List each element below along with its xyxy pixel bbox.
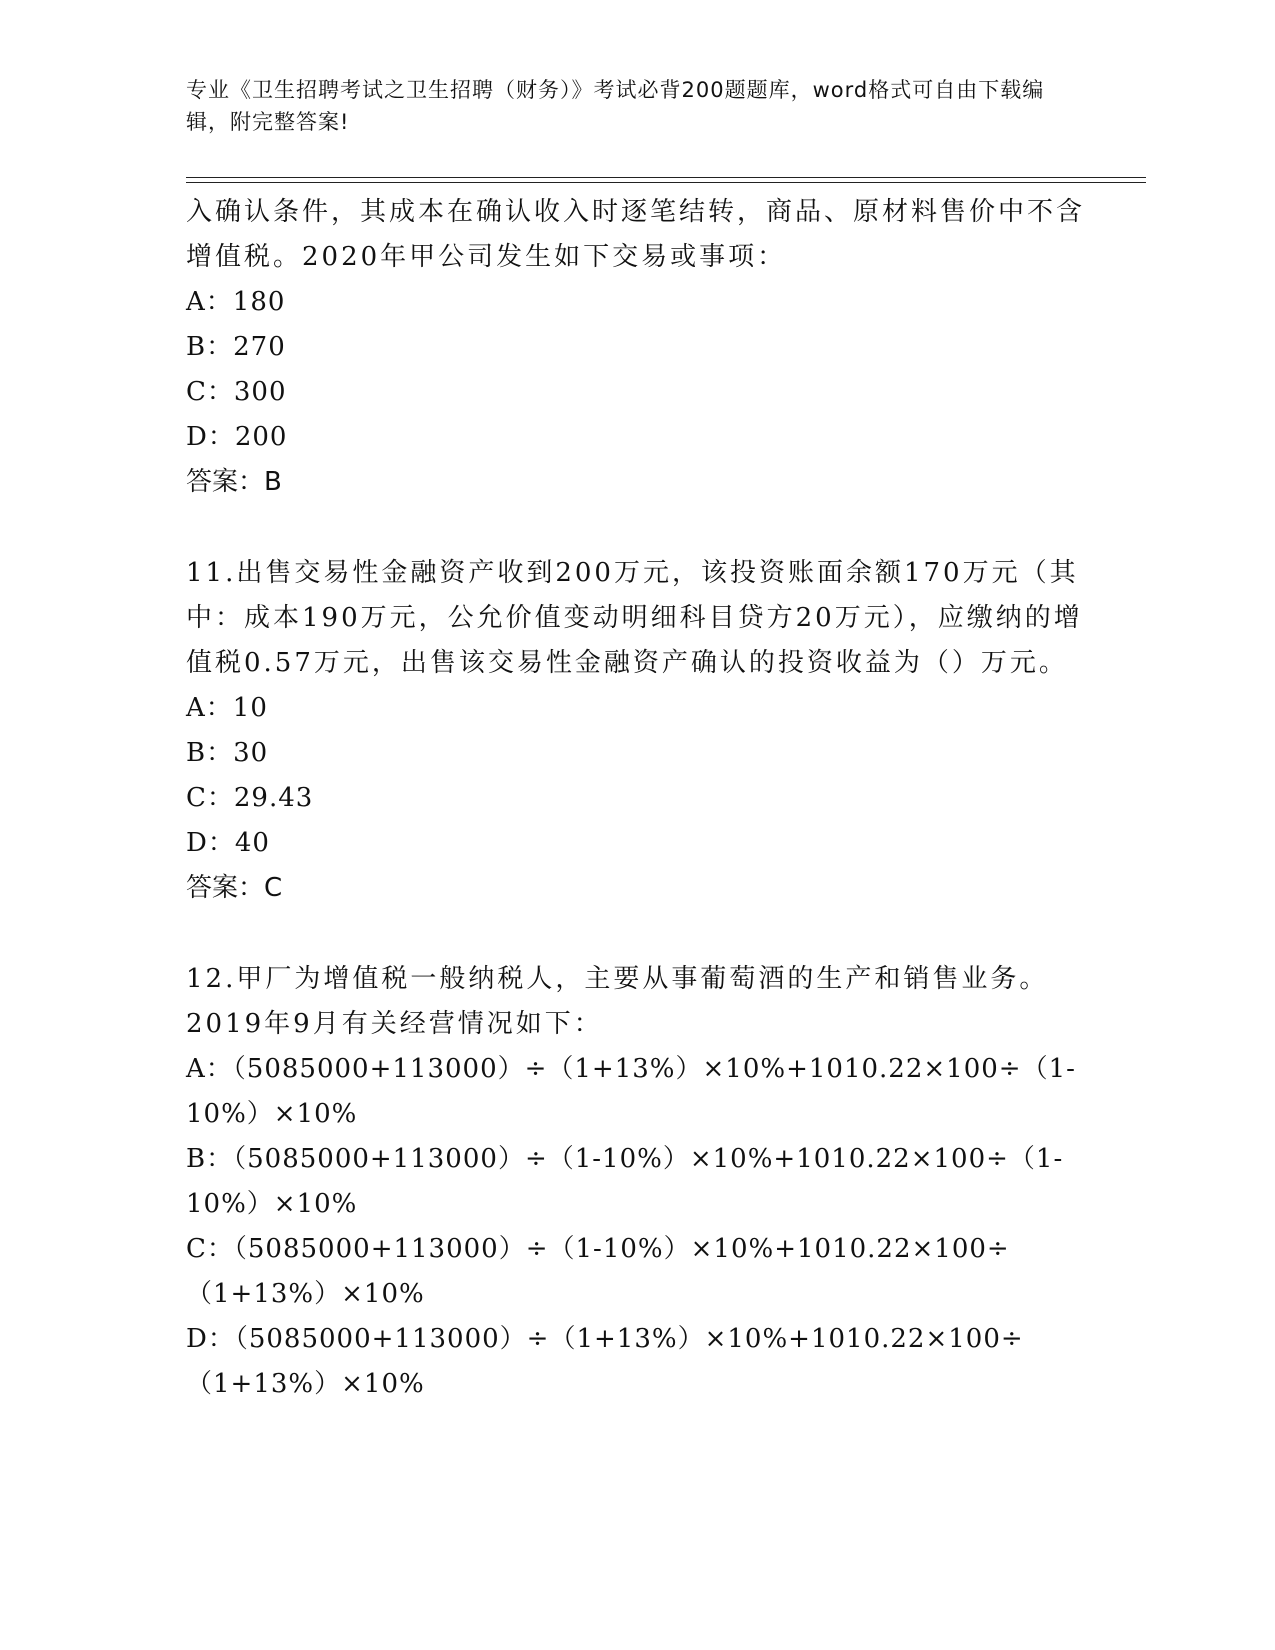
question-text: 11.出售交易性金融资产收到200万元，该投资账面余额170万元（其中：成本190万元，公允价值变动明细科目贷方20万元），应缴纳的增值税0.57万元，出售该交易性金融资产确认的投资收益为（）万元。	[186, 558, 1083, 678]
option-c: C：29.43	[186, 783, 314, 813]
option-b: B：270	[186, 332, 286, 362]
option-c: C：300	[186, 377, 287, 407]
header-rule-bottom	[186, 182, 1146, 183]
question-text: 入确认条件，其成本在确认收入时逐笔结转，商品、原材料售价中不含增值税。2020年甲公司发生如下交易或事项：	[186, 197, 1086, 272]
option-b: B：30	[186, 738, 269, 768]
question-12	[186, 957, 1086, 1407]
option-d: D：200	[186, 422, 288, 452]
option-c: C：（5085000+113000）÷（1-10%）×10%+1010.22×100÷（1+13%）×10%	[186, 1234, 1010, 1309]
option-a: A：（5085000+113000）÷（1+13%）×10%+1010.22×100÷（1-10%）×10%	[186, 1054, 1076, 1129]
option-d: D：（5085000+113000）÷（1+13%）×10%+1010.22×100÷（1+13%）×10%	[186, 1324, 1024, 1399]
question-10	[186, 190, 1086, 505]
option-a: A：180	[186, 287, 286, 317]
option-d: D：40	[186, 828, 270, 858]
document-body	[186, 190, 1086, 1407]
question-11	[186, 551, 1086, 911]
document-header: 专业《卫生招聘考试之卫生招聘（财务）》考试必背200题题库，word格式可自由下载编辑，附完整答案!	[186, 78, 1045, 134]
question-text: 12.甲厂为增值税一般纳税人，主要从事葡萄酒的生产和销售业务。2019年9月有关经营情况如下：	[186, 964, 1049, 1039]
header-rule-top	[186, 177, 1146, 178]
answer-line: 答案：C	[186, 873, 283, 903]
option-a: A：10	[186, 693, 268, 723]
option-b: B：（5085000+113000）÷（1-10%）×10%+1010.22×100÷（1-10%）×10%	[186, 1144, 1064, 1219]
answer-line: 答案：B	[186, 467, 282, 497]
